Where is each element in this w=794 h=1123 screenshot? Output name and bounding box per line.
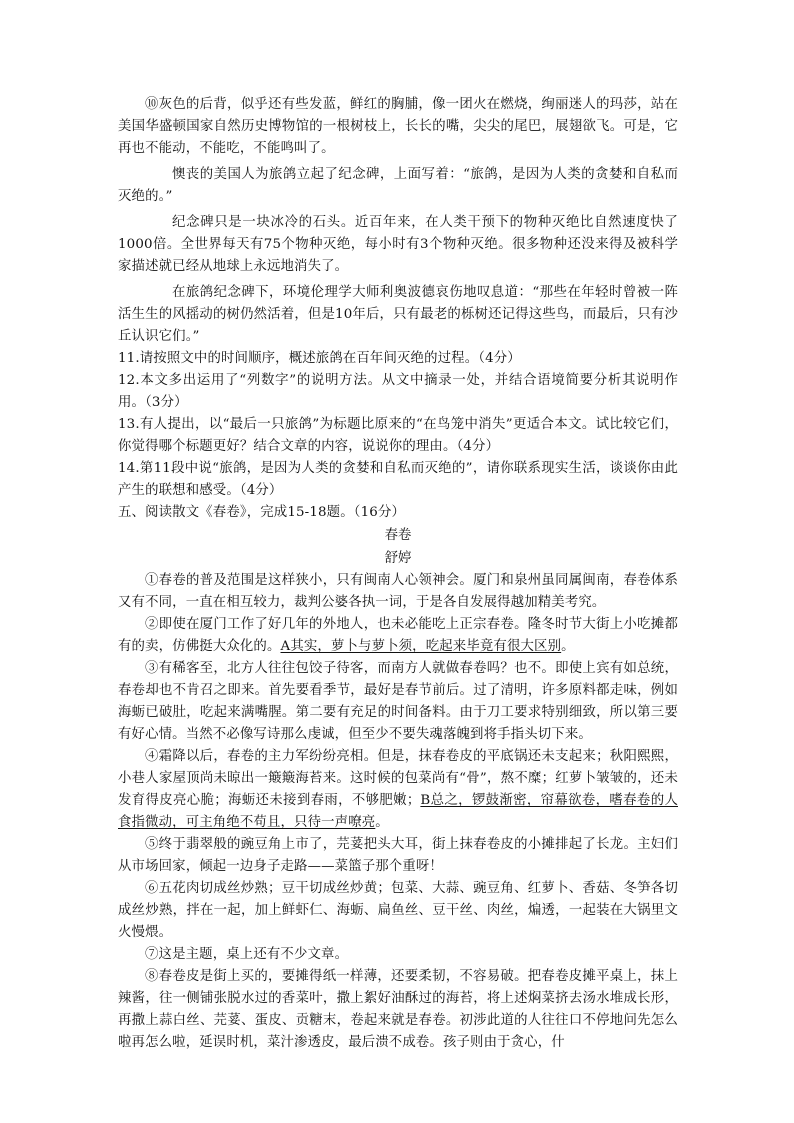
question-12: 12.本文多出运用了“列数字”的说明方法。从文中摘录一处，并结合语境简要分析其说明作用。（3分） (118, 373, 678, 410)
section-heading: 五、阅读散文《春卷》，完成15-18题。（16分） (118, 505, 406, 520)
essay-paragraph-7: ⑦这是主题，桌上还有不少文章。 (145, 947, 349, 962)
essay-paragraph-8: ⑧春卷皮是街上买的，要摊得纸一样薄，还要柔韧，不容易破。把春卷皮摊平桌上，抹上辣酱，往一侧铺张脱水过的香菜叶，撒上絮好油酥过的海苔，将上述焖菜挤去汤水堆成长形，再撒上蒜白丝、芫荽、蛋皮、贡糖末，卷起来就是春卷。初涉此道的人往往口不停地问先怎么啦再怎么啦，延误时机，菜汁渗透皮，最后溃不成卷。孩子则由于贪心，什 (118, 969, 678, 1050)
essay-title: 春卷 (384, 528, 412, 543)
essay-paragraph-1: ①春卷的普及范围是这样狭小，只有闽南人心领神会。厦门和泉州虽同属闽南，春卷体系又有不同，一直在相互较力，裁判公婆各执一词，于是各自发展得越加精美考究。 (118, 573, 678, 610)
essay-paragraph-3: ③有稀客至，北方人往往包饺子待客，而南方人就做春卷吗？也不。即使上宾有如总统，春卷却也不肯召之即来。首先要看季节，最好是春节前后。过了清明，许多原料都走味，例如海蛎已破肚，吃起来满嘴腥。第二要有充足的时间备料。由于刀工要求特别细致，所以第三要有好心情。当然不必像写诗那么虔诚，但至少不要失魂落魄到将手指头切下来。 (118, 661, 678, 742)
essay-paragraph-6: ⑥五花肉切成丝炒熟；豆干切成丝炒黄；包菜、大蒜、豌豆角、红萝卜、香菇、冬笋各切成丝炒熟，拌在一起，加上鲜虾仁、海蛎、扁鱼丝、豆干丝、肉丝，煸透，一起装在大锅里文火慢煨。 (118, 881, 678, 940)
essay-paragraph-2 (118, 614, 678, 658)
essay-paragraph-2-text: ②即使在厦门工作了好几年的外地人，也未必能吃上正宗春卷。隆冬时节大街上小吃摊都有的卖，仿佛挺大众化的。 (118, 617, 678, 654)
essay-paragraph-2-end: 。 (561, 639, 575, 654)
underlined-sentence-b: B总之，锣鼓渐密，帘幕欲卷，嗜春卷的人食指微动，可主角绝不苟且，只待一声嘹亮 (118, 793, 678, 830)
question-13: 13.有人提出，以“最后一只旅鸽”为标题比原来的“在鸟笼中消失”更适合本文。试比较它们，你觉得哪个标题更好？结合文章的内容，说说你的理由。（4分） (118, 417, 678, 454)
question-11: 11.请按照文中的时间顺序，概述旅鸽在百年间灭绝的过程。（4分） (118, 351, 521, 366)
document-page (118, 94, 678, 1054)
essay-paragraph-4-text: ④霜降以后，春卷的主力军纷纷亮相。但是，抹春卷皮的平底锅还未支起来；秋阳熙熙，小巷人家屋顶尚未晾出一簸簸海苔来。这时候的包菜尚有“骨”，熬不糜；红萝卜皱皱的，还未发育得皮亮心脆；海蛎还未接到春雨，不够肥嫩； (118, 749, 678, 808)
paragraph-12: 纪念碑只是一块冰冷的石头。近百年来，在人类干预下的物种灭绝比自然速度快了1000倍。全世界每天有75个物种灭绝，每小时有3个物种灭绝。很多物种还没来得及被科学家描述就已经从地球上永远地消失了。 (118, 215, 678, 274)
essay-paragraph-5: ⑤终于翡翠般的豌豆角上市了，芫荽把头大耳，街上抹春卷皮的小摊排起了长龙。主妇们从市场回家，倾起一边身子走路——菜篮子那个重呀！ (118, 837, 678, 874)
underlined-sentence-a: A其实，萝卜与萝卜须，吃起来毕竟有很大区别 (280, 639, 562, 654)
paragraph-11: 懊丧的美国人为旅鸽立起了纪念碑，上面写着：“旅鸽，是因为人类的贪婪和自私而灭绝的。” (118, 167, 678, 204)
essay-paragraph-4 (118, 746, 678, 834)
essay-author: 舒婷 (384, 551, 412, 566)
question-14: 14.第11段中说“旅鸽，是因为人类的贪婪和自私而灭绝的”，请你联系现实生活，谈谈你由此产生的联想和感受。（4分） (118, 461, 678, 498)
paragraph-10: ⑩灰色的后背，似乎还有些发蓝，鲜红的胸脯，像一团火在燃烧，绚丽迷人的玛莎，站在美国华盛顿国家自然历史博物馆的一根树枝上，长长的嘴，尖尖的尾巴，展翅欲飞。可是，它再也不能动，不能吃，不能鸣叫了。 (118, 97, 678, 156)
essay-paragraph-4-end: 。 (375, 815, 389, 830)
paragraph-13: 在旅鸽纪念碑下，环境伦理学大师利奥波德哀伤地叹息道：“那些在年轻时曾被一阵活生生的风摇动的树仍然活着，但是10年后，只有最老的栎树还记得这些鸟，而最后，只有沙丘认识它们。” (118, 285, 678, 344)
